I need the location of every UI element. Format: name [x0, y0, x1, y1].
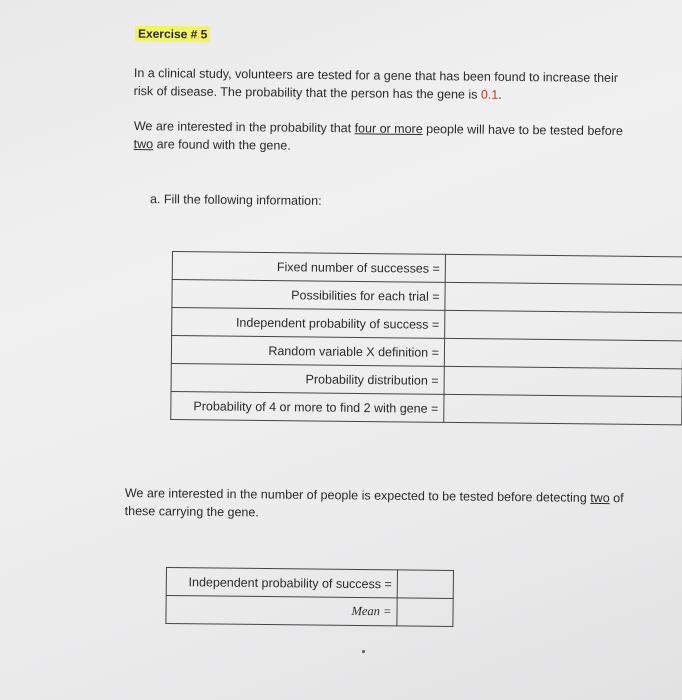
info-table: [170, 251, 682, 425]
row-label: Independent probability of success =: [166, 568, 397, 598]
gene-probability: 0.1: [480, 87, 499, 102]
row-label: Probability of 4 or more to find 2 with gene =: [171, 391, 444, 422]
answer-cell[interactable]: [397, 570, 453, 599]
table-row: [171, 391, 682, 424]
expectation-underline-two: two: [590, 490, 610, 506]
mean-table: [165, 567, 454, 627]
row-label: Independent probability of success =: [172, 308, 445, 339]
row-label: Fixed number of successes =: [172, 252, 445, 283]
answer-cell[interactable]: [445, 282, 682, 312]
part-a-label: a. Fill the following information:: [149, 192, 322, 208]
question-underline-four-or-more: four or more: [354, 121, 423, 137]
answer-cell[interactable]: [445, 310, 682, 340]
question-text-2: people will have to be tested before: [422, 122, 623, 139]
expectation-text-2: of these carrying the gene.: [124, 491, 624, 520]
row-label: Possibilities for each trial =: [172, 280, 445, 311]
pen-dot: [362, 650, 365, 653]
row-label: Probability distribution =: [171, 363, 444, 394]
question-text-1: We are interested in the probability that: [133, 118, 355, 136]
row-label: Mean =: [166, 596, 397, 626]
row-label: Random variable X definition =: [171, 336, 444, 367]
question-text-3: are found with the gene.: [153, 137, 291, 153]
exercise-title: Exercise # 5: [135, 26, 211, 43]
table-row: [166, 568, 453, 599]
expectation-paragraph: [125, 484, 625, 525]
intro-paragraph: [134, 64, 634, 105]
answer-cell[interactable]: [445, 254, 682, 284]
expectation-text-1: We are interested in the number of people is expected to be tested before detecting: [124, 485, 591, 505]
intro-text: In a clinical study, volunteers are tested for a gene that has been found to increase their risk of disease. The probability that the person has the gene is: [133, 65, 619, 102]
answer-cell[interactable]: [444, 366, 682, 396]
question-paragraph: [134, 117, 634, 158]
table-row: [166, 596, 453, 627]
question-underline-two: two: [133, 136, 154, 152]
answer-cell[interactable]: [444, 394, 682, 424]
answer-cell[interactable]: [444, 338, 682, 368]
intro-period: .: [498, 87, 502, 102]
answer-cell[interactable]: [397, 598, 453, 627]
